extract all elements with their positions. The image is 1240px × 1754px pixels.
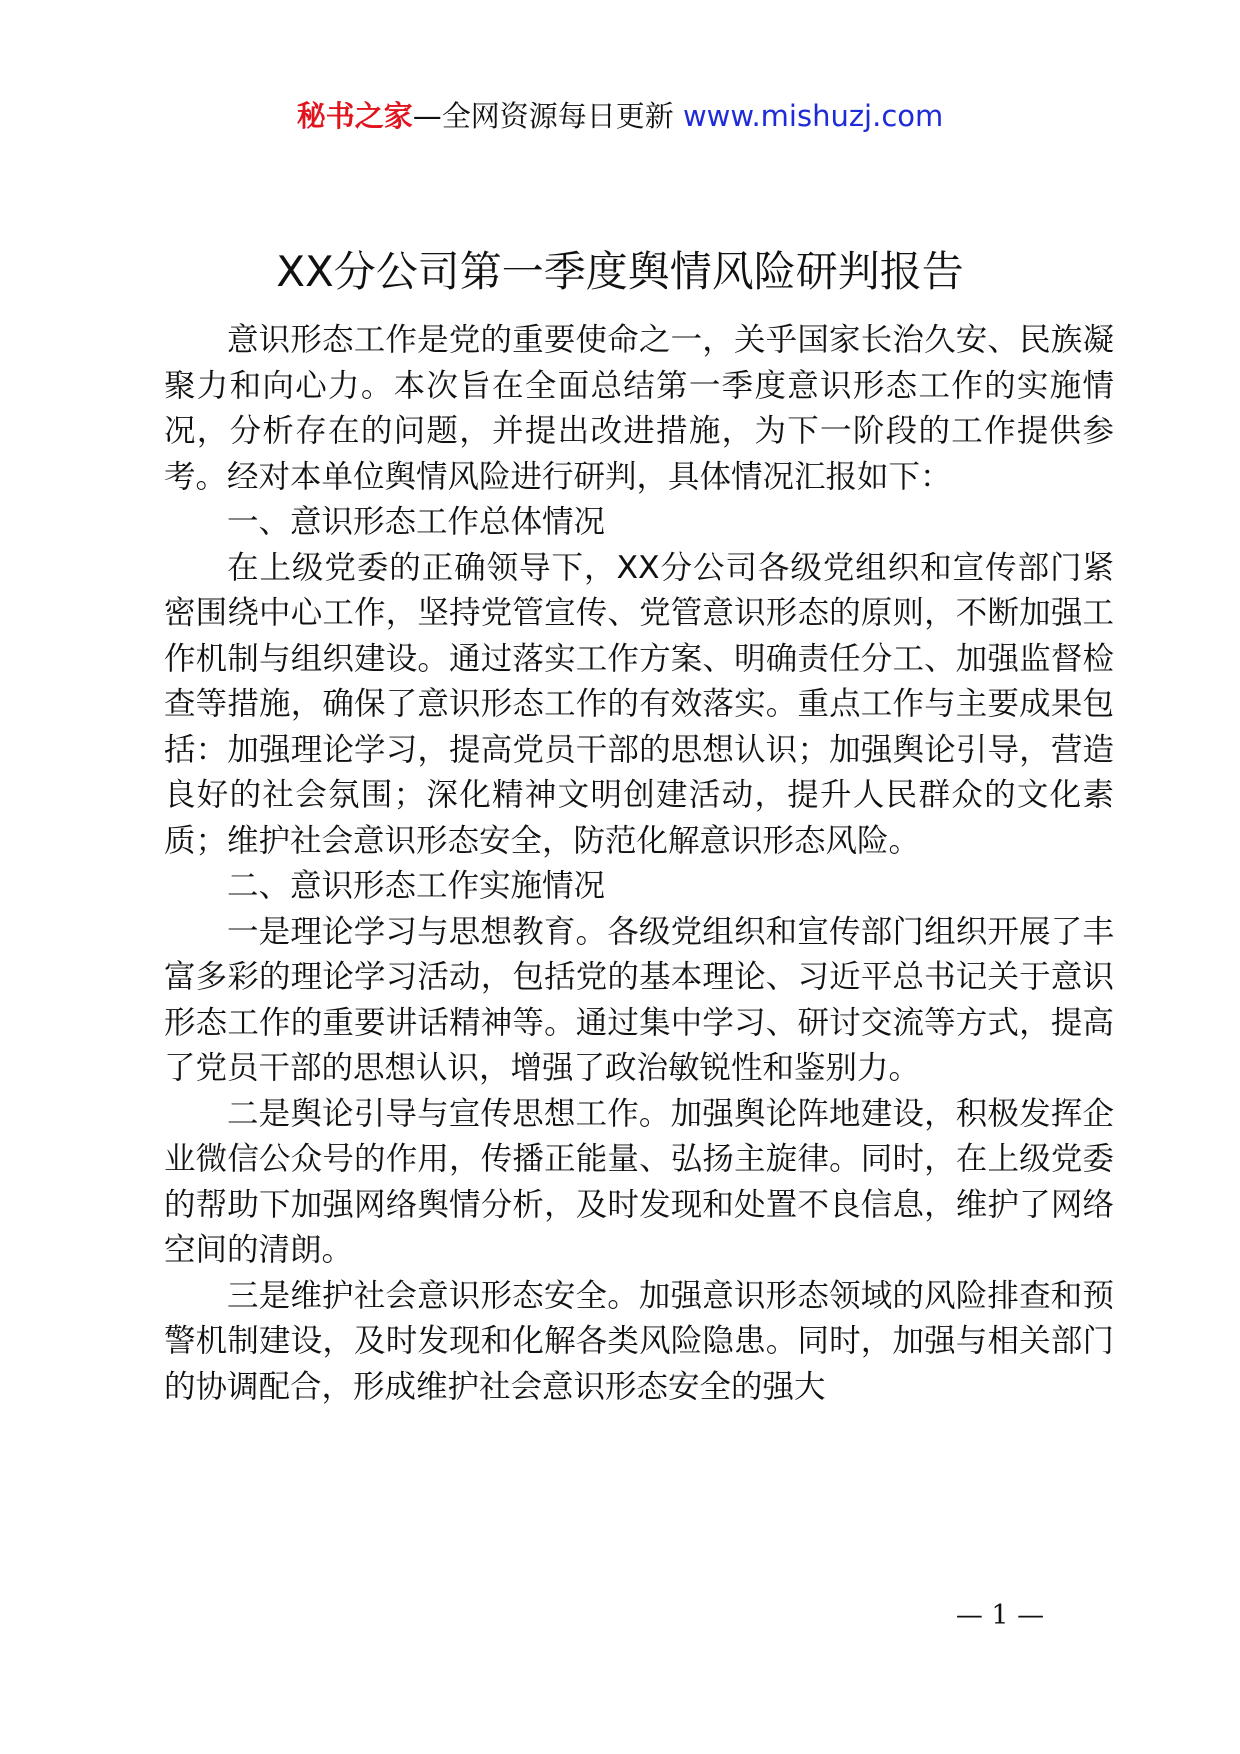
section-heading-2: 二、意识形态工作实施情况 [227,868,606,904]
site-banner [0,96,1240,136]
banner-tagline: —全网资源每日更新 [412,99,683,133]
overall-paragraph: 在上级党委的正确领导下，XX分公司各级党组织和宣传部门紧密围绕中心工作，坚持党管宣传、党管意识形态的原则，不断加强工作机制与组织建设。通过落实工作方案、明确责任分工、加强监督检查等措施，确保了意识形态工作的有效落实。重点工作与主要成果包括：加强理论学习，提高党员干部的思想认识；加强舆论引导，营造良好的社会氛围；深化精神文明创建活动，提升人民群众的文化素质；维护社会意识形态安全，防范化解意识形态风险。 [164,549,1114,859]
item-paragraph-3: 三是维护社会意识形态安全。加强意识形态领域的风险排查和预警机制建设，及时发现和化解各类风险隐患。同时，加强与相关部门的协调配合，形成维护社会意识形态安全的强大 [164,1277,1114,1405]
document-title: XX分公司第一季度舆情风险研判报告 [276,247,964,296]
section-heading-1: 一、意识形态工作总体情况 [227,504,606,540]
intro-paragraph: 意识形态工作是党的重要使命之一，关乎国家长治久安、民族凝聚力和向心力。本次旨在全面总结第一季度意识形态工作的实施情况，分析存在的问题，并提出改进措施，为下一阶段的工作提供参考。经对本单位舆情风险进行研判，具体情况汇报如下： [164,322,1114,495]
page-number: — 1 — [955,1600,1045,1631]
brand-name: 秘书之家 [296,99,413,133]
item-paragraph-1: 一是理论学习与思想教育。各级党组织和宣传部门组织开展了丰富多彩的理论学习活动，包括党的基本理论、习近平总书记关于意识形态工作的重要讲话精神等。通过集中学习、研讨交流等方式，提高了党员干部的思想认识，增强了政治敏锐性和鉴别力。 [164,913,1114,1086]
document-body [164,318,1114,1410]
item-paragraph-2: 二是舆论引导与宣传思想工作。加强舆论阵地建设，积极发挥企业微信公众号的作用，传播正能量、弘扬主旋律。同时，在上级党委的帮助下加强网络舆情分析，及时发现和处置不良信息，维护了网络空间的清朗。 [164,1095,1114,1268]
website-link[interactable]: www.mishuzj.com [682,99,944,133]
